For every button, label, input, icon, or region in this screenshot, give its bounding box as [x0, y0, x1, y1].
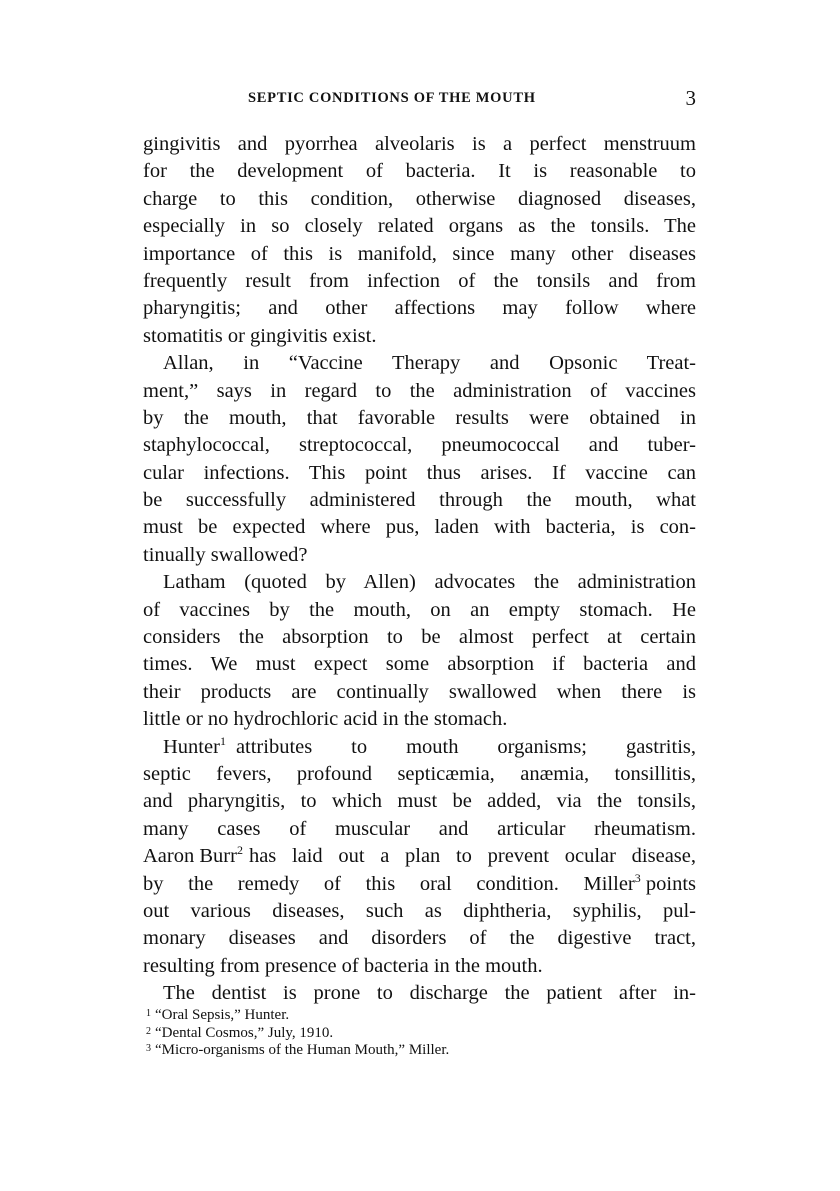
paragraph-3 [143, 569, 696, 733]
footnote-text: “Oral Sepsis,” Hunter. [155, 1007, 290, 1023]
footnote-mark: 1 [146, 1008, 151, 1019]
text-line: Allan, in “Vaccine Therapy and Opsonic Treat- [163, 352, 696, 375]
text-line: must be expected where pus, laden with bacteria, is con- [143, 516, 696, 539]
page-number: 3 [685, 86, 696, 110]
text-line: stomatitis or gingivitis exist. [143, 324, 377, 347]
paragraph-1 [143, 131, 696, 350]
text-line: and pharyngitis, to which must be added, via the tonsils, [143, 790, 696, 813]
text-line: The dentist is prone to discharge the patient after in- [163, 982, 696, 1005]
text-line: staphylococcal, streptococcal, pneumococcal and tuber- [143, 434, 696, 457]
footnote-ref: 1 [219, 733, 226, 748]
text-line: charge to this condition, otherwise diagnosed diseases, [143, 187, 696, 210]
paragraph-2 [143, 350, 696, 569]
text-run: has laid out a plan to prevent ocular disease, [248, 845, 696, 868]
text-line: resulting from presence of bacteria in the mouth. [143, 954, 543, 977]
text-line: Latham (quoted by Allen) advocates the administration [163, 571, 696, 594]
text-run: attributes to mouth organisms; gastritis, [235, 735, 696, 758]
text-line: pharyngitis; and other affections may follow where [143, 297, 696, 320]
footnote-text: “Dental Cosmos,” July, 1910. [155, 1024, 334, 1041]
text-line: ment,” says in regard to the administration of vaccines [143, 379, 696, 402]
text-line: many cases of muscular and articular rheumatism. [143, 817, 696, 840]
text-line: especially in so closely related organs as the tonsils. The [143, 215, 696, 238]
text-run [163, 734, 226, 761]
text-line: out various diseases, such as diphtheria, syphilis, pul- [143, 899, 696, 922]
text-run [143, 843, 243, 870]
running-title: SEPTIC CONDITIONS OF THE MOUTH [248, 90, 536, 106]
paragraph-4 [143, 734, 696, 981]
text-line [143, 871, 696, 898]
footnote-mark: 2 [146, 1025, 151, 1037]
footnote-ref: 2 [236, 843, 243, 858]
footnote-mark: 3 [146, 1043, 151, 1054]
text-line: gingivitis and pyorrhea alveolaris is a perfect menstruum [143, 133, 696, 155]
text-line: septic fevers, profound septicæmia, anæmia, tonsillitis, [143, 762, 696, 785]
text-line: their products are continually swallowed when there is [143, 680, 696, 703]
text-run [635, 871, 696, 898]
text-line: cular infections. This point thus arises. If vaccine can [143, 461, 696, 484]
text-line: considers the absorption to be almost perfect at certain [143, 626, 696, 649]
text-run: Hunter [163, 735, 220, 758]
text-line [143, 843, 696, 870]
footnote-text: “Micro-organisms of the Human Mouth,” Miller. [155, 1042, 450, 1058]
text-line: for the development of bacteria. It is reasonable to [143, 160, 696, 183]
text-line: of vaccines by the mouth, on an empty stomach. He [143, 598, 696, 621]
text-run: points [645, 872, 696, 895]
text-line: be successfully administered through the mouth, what [143, 489, 696, 512]
text-line: by the mouth, that favorable results were obtained in [143, 406, 696, 429]
text-line [143, 734, 696, 761]
footnote-ref: 3 [634, 870, 641, 885]
paragraph-5 [143, 980, 696, 1007]
text-run: by the remedy of this oral condition. Miller [143, 872, 635, 895]
running-head [143, 86, 696, 114]
footnotes [146, 1006, 646, 1059]
text-line: frequently result from infection of the tonsils and from [143, 269, 696, 292]
text-run: Aaron Burr [143, 845, 237, 868]
footnote [146, 1041, 646, 1059]
footnote [146, 1006, 646, 1024]
text-line: times. We must expect some absorption if bacteria and [143, 653, 696, 676]
text-line: tinually swallowed? [143, 543, 308, 566]
text-run [143, 871, 635, 898]
footnote [146, 1024, 646, 1042]
text-line: importance of this is manifold, since many other diseases [143, 242, 696, 265]
body-text [143, 131, 696, 1008]
text-line: monary diseases and disorders of the digestive tract, [143, 927, 696, 950]
text-line: little or no hydrochloric acid in the stomach. [143, 708, 508, 731]
